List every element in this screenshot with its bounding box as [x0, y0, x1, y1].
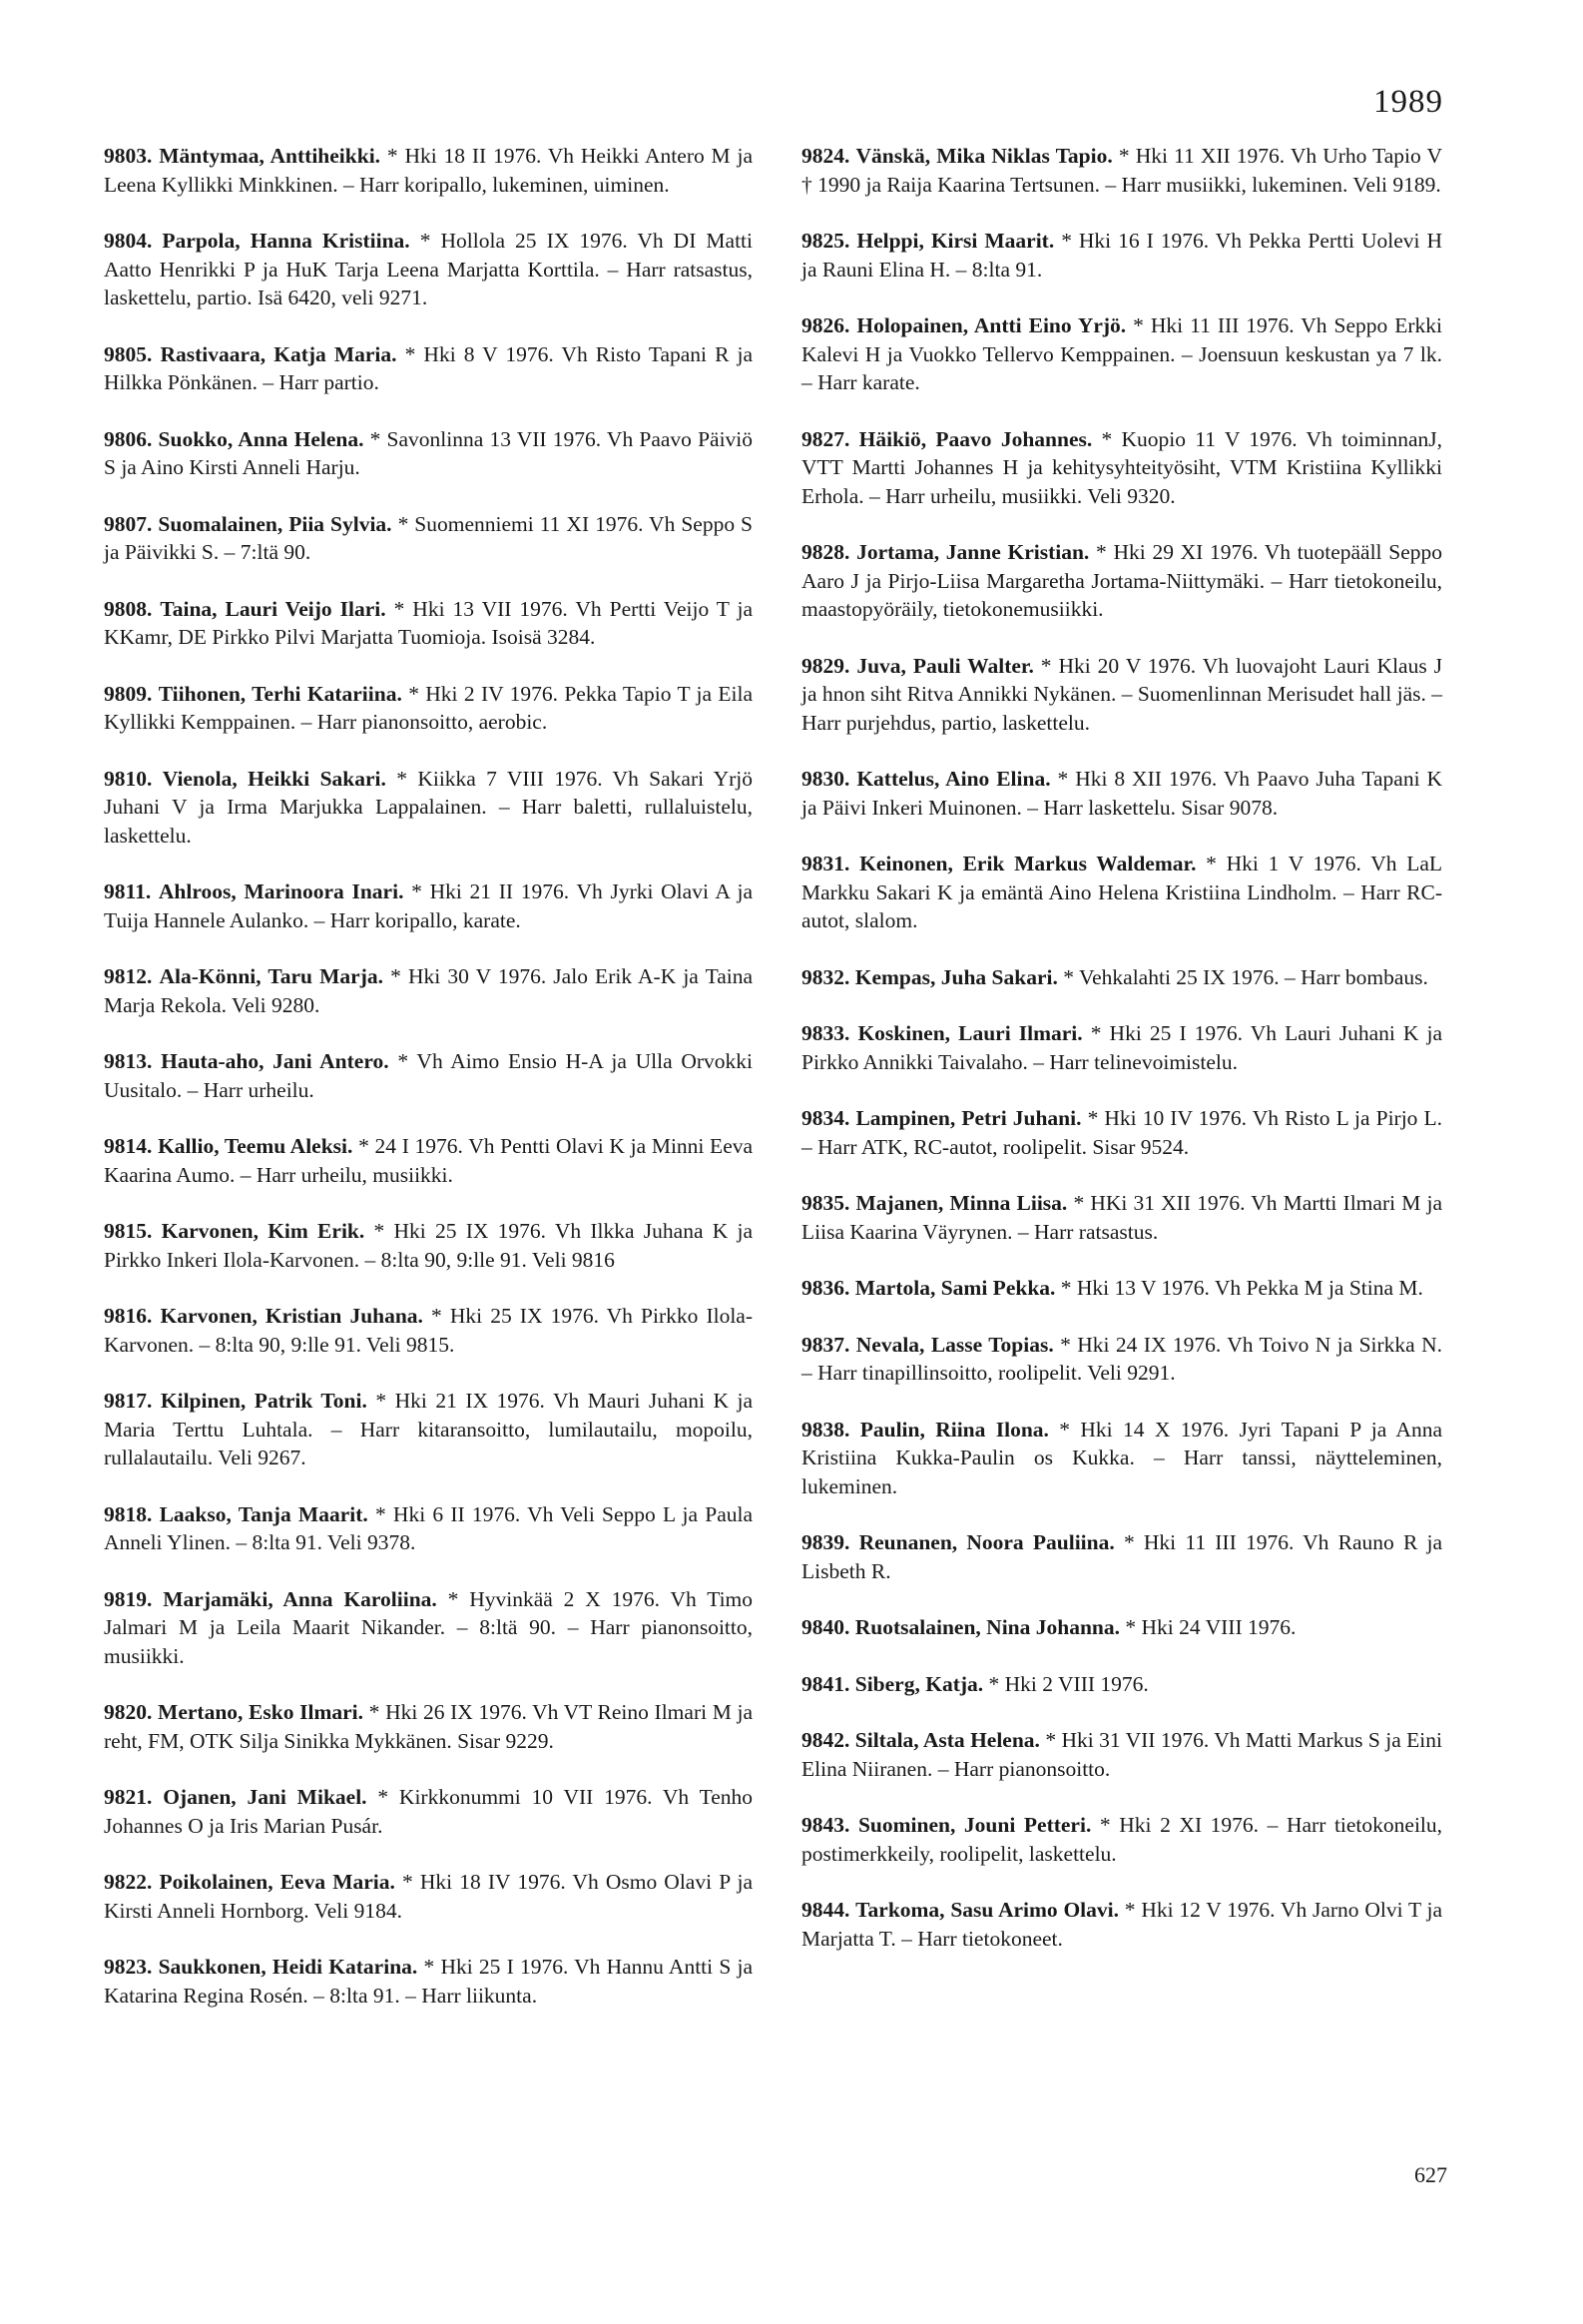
entry-number: 9815. [104, 1219, 153, 1243]
entry-text: * Vehkalahti 25 IX 1976. – Harr bombaus. [1063, 964, 1428, 989]
entry-text: * Hollola 25 IX 1976. Vh DI Matti Aatto Henrikki P ja HuK Tarja Leena Marjatta Korttila. – Harr ratsastus, laskettelu, partio. Isä 6420, veli 9271. [104, 229, 753, 309]
entry-name: Nevala, Lasse Topias. [855, 1332, 1054, 1357]
entry-number: 9823. [104, 1955, 153, 1979]
entry-name: Häikiö, Paavo Johannes. [858, 426, 1093, 451]
entry-name: Saukkonen, Heidi Katarina. [158, 1955, 418, 1979]
entry-name: Jortama, Janne Kristian. [856, 540, 1090, 564]
entry-number: 9814. [104, 1134, 153, 1158]
entry-text: * Hki 21 IX 1976. Vh Mauri Juhani K ja Maria Terttu Luhtala. – Harr kitaransoitto, lumilautailu, mopoilu, rullalautailu. Veli 9267. [104, 1389, 754, 1469]
entry-number: 9829. [801, 653, 850, 678]
entry-name: Mäntymaa, Anttiheikki. [159, 144, 381, 168]
entry-9841 [801, 1670, 1442, 1699]
entry-text: * Hki 25 IX 1976. Vh Ilkka Juhana K ja Pirkko Inkeri Ilola-Karvonen. – 8:lta 90, 9:lle 91. Veli 9816 [104, 1219, 754, 1272]
entry-name: Marjamäki, Anna Karoliina. [163, 1586, 437, 1611]
entry-9836 [801, 1274, 1442, 1303]
entry-9810 [104, 765, 753, 851]
entry-name: Parpola, Hanna Kristiina. [162, 229, 410, 253]
entry-name: Suominen, Jouni Petteri. [857, 1813, 1092, 1837]
entry-text: * Hki 13 VII 1976. Vh Pertti Veijo T ja KKamr, DE Pirkko Pilvi Marjatta Tuomioja. Isoisä 3284. [104, 596, 754, 649]
entry-text: * Hki 2 XI 1976. – Harr tietokoneilu, postimerkkeily, roolipelit, laskettelu. [801, 1813, 1443, 1866]
entry-number: 9817. [104, 1389, 153, 1413]
entry-text: * Hki 16 I 1976. Vh Pekka Pertti Uolevi H ja Rauni Elina H. – 8:lta 91. [801, 229, 1442, 282]
entry-9834 [801, 1104, 1442, 1161]
entry-name: Ruotsalainen, Nina Johanna. [854, 1615, 1120, 1639]
entry-number: 9806. [104, 426, 153, 451]
entry-number: 9819. [104, 1586, 153, 1611]
entry-number: 9826. [801, 313, 850, 337]
entry-9829 [801, 652, 1442, 738]
entry-name: Siltala, Asta Helena. [854, 1728, 1040, 1752]
entry-9804 [104, 227, 753, 312]
entry-text: * Hki 2 VIII 1976. [988, 1671, 1149, 1696]
entry-name: Kattelus, Aino Elina. [856, 767, 1051, 791]
entry-number: 9809. [104, 681, 153, 706]
entry-number: 9834. [801, 1106, 850, 1130]
entry-name: Suomalainen, Piia Sylvia. [158, 511, 392, 536]
entry-name: Keinonen, Erik Markus Waldemar. [859, 852, 1197, 875]
entry-number: 9830. [801, 767, 850, 791]
entry-number: 9841. [801, 1671, 850, 1696]
entry-name: Koskinen, Lauri Ilmari. [857, 1021, 1083, 1045]
entry-name: Taina, Lauri Veijo Ilari. [160, 596, 386, 621]
entry-number: 9843. [801, 1813, 850, 1837]
entry-text: * Hki 10 IV 1976. Vh Risto L ja Pirjo L. – Harr ATK, RC-autot, roolipelit. Sisar 9524. [801, 1106, 1443, 1159]
entry-name: Paulin, Riina Ilona. [859, 1417, 1049, 1442]
entry-number: 9812. [104, 964, 153, 988]
page-year-header: 1989 [1373, 84, 1443, 120]
entry-number: 9831. [801, 852, 850, 875]
entry-9840 [801, 1613, 1442, 1642]
entry-9821 [104, 1783, 753, 1840]
entry-number: 9804. [104, 229, 153, 253]
entry-text: * Hyvinkää 2 X 1976. Vh Timo Jalmari M ja Leila Maarit Nikander. – 8:ltä 90. – Harr pianonsoitto, musiikki. [104, 1586, 754, 1668]
entry-number: 9838. [801, 1417, 850, 1442]
entry-name: Holopainen, Antti Eino Yrjö. [856, 313, 1127, 337]
entry-text: * Hki 24 IX 1976. Vh Toivo N ja Sirkka N. – Harr tinapillinsoitto, roolipelit. Veli 9291. [801, 1332, 1443, 1385]
entry-9814 [104, 1132, 753, 1189]
left-column [104, 142, 753, 2037]
entry-name: Laakso, Tanja Maarit. [159, 1501, 368, 1526]
entry-9843 [801, 1811, 1442, 1868]
entry-number: 9827. [801, 426, 850, 451]
entry-9811 [104, 877, 753, 934]
entry-number: 9836. [801, 1276, 850, 1300]
entry-9815 [104, 1217, 753, 1274]
entry-9822 [104, 1868, 753, 1925]
entry-number: 9818. [104, 1501, 153, 1526]
entry-name: Juva, Pauli Walter. [856, 653, 1034, 678]
entry-9818 [104, 1500, 753, 1557]
entry-9828 [801, 538, 1442, 624]
entry-number: 9835. [801, 1191, 850, 1215]
entry-9817 [104, 1387, 753, 1472]
entry-number: 9813. [104, 1049, 153, 1073]
entry-9842 [801, 1726, 1442, 1783]
entry-text: * Hki 29 XI 1976. Vh tuotepääll Seppo Aaro J ja Pirjo-Liisa Margaretha Jortama-Niittymäki. – Harr tietokoneilu, maastopyöräily, tietokonemusiikki. [801, 540, 1442, 621]
entry-9830 [801, 765, 1442, 822]
entry-text: * Suomenniemi 11 XI 1976. Vh Seppo S ja Päivikki S. – 7:ltä 90. [104, 511, 754, 564]
entry-9812 [104, 962, 753, 1019]
entry-text: * Hki 2 IV 1976. Pekka Tapio T ja Eila Kyllikki Kemppainen. – Harr pianonsoitto, aerobic. [104, 681, 754, 734]
entry-text: * Hki 18 IV 1976. Vh Osmo Olavi P ja Kirsti Anneli Hornborg. Veli 9184. [104, 1870, 753, 1923]
entry-text: * Kirkkonummi 10 VII 1976. Vh Tenho Johannes O ja Iris Marian Pusár. [104, 1785, 754, 1838]
entry-name: Vienola, Heikki Sakari. [162, 766, 386, 791]
entry-9839 [801, 1528, 1442, 1585]
entry-9813 [104, 1047, 753, 1104]
entry-text: * Hki 8 V 1976. Vh Risto Tapani R ja Hilkka Pönkänen. – Harr partio. [104, 341, 754, 394]
entry-number: 9805. [104, 341, 153, 366]
entry-number: 9816. [104, 1304, 153, 1328]
entry-text: * Hki 20 V 1976. Vh luovajoht Lauri Klaus J ja hnon siht Ritva Annikki Nykänen. – Suomenlinnan Merisudet hall jäs. – Harr purjehdus, partio, laskettelu. [801, 653, 1443, 735]
entry-text: * Hki 6 II 1976. Vh Veli Seppo L ja Paula Anneli Ylinen. – 8:lta 91. Veli 9378. [104, 1501, 754, 1554]
entry-text: * HKi 31 XII 1976. Vh Martti Ilmari M ja Liisa Kaarina Väyrynen. – Harr ratsastus. [801, 1191, 1442, 1244]
entry-9808 [104, 595, 753, 652]
entry-text: * Hki 12 V 1976. Vh Jarno Olvi T ja Marjatta T. – Harr tietokoneet. [801, 1898, 1442, 1951]
entry-name: Tiihonen, Terhi Katariina. [158, 681, 402, 706]
entry-name: Martola, Sami Pekka. [854, 1276, 1056, 1300]
entry-name: Helppi, Kirsi Maarit. [856, 229, 1055, 253]
entry-9833 [801, 1019, 1442, 1076]
entry-name: Karvonen, Kim Erik. [161, 1219, 365, 1243]
entry-number: 9811. [104, 879, 152, 903]
entry-name: Mertano, Esko Ilmari. [158, 1700, 364, 1724]
entry-9816 [104, 1302, 753, 1359]
entry-number: 9832. [801, 964, 850, 989]
entry-text: * Hki 25 IX 1976. Vh Pirkko Ilola-Karvonen. – 8:lta 90, 9:lle 91. Veli 9815. [104, 1304, 753, 1357]
entry-name: Reunanen, Noora Pauliina. [858, 1530, 1115, 1554]
entry-9807 [104, 510, 753, 567]
entry-name: Tarkoma, Sasu Arimo Olavi. [855, 1898, 1119, 1922]
entry-name: Lampinen, Petri Juhani. [855, 1106, 1082, 1130]
entry-text: * Hki 8 XII 1976. Vh Paavo Juha Tapani K ja Päivi Inkeri Muinonen. – Harr laskettelu. Sisar 9078. [801, 767, 1443, 820]
right-column [801, 142, 1442, 1981]
entry-name: Karvonen, Kristian Juhana. [160, 1304, 423, 1328]
entry-number: 9821. [104, 1785, 153, 1809]
entry-9832 [801, 963, 1442, 992]
entry-9819 [104, 1585, 753, 1671]
entry-9823 [104, 1953, 753, 2010]
entry-number: 9810. [104, 766, 153, 791]
entry-name: Siberg, Katja. [854, 1671, 984, 1696]
entry-text: * 24 I 1976. Vh Pentti Olavi K ja Minni Eeva Kaarina Aumo. – Harr urheilu, musiikki. [104, 1134, 754, 1187]
entry-text: * Hki 30 V 1976. Jalo Erik A-K ja Taina Marja Rekola. Veli 9280. [104, 964, 754, 1017]
entry-number: 9844. [801, 1898, 850, 1922]
entry-9837 [801, 1331, 1442, 1388]
entry-text: * Hki 11 XII 1976. Vh Urho Tapio V † 1990 ja Raija Kaarina Tertsunen. – Harr musiikki, lukeminen. Veli 9189. [801, 144, 1442, 197]
entry-text: * Savonlinna 13 VII 1976. Vh Paavo Päiviö S ja Aino Kirsti Anneli Harju. [104, 426, 754, 479]
entry-name: Suokko, Anna Helena. [158, 426, 364, 451]
entry-text: * Kuopio 11 V 1976. Vh toiminnanJ, VTT Martti Johannes H ja kehitysyhteityösiht, VTM Kristiina Kyllikki Erhola. – Harr urheilu, musiikki. Veli 9320. [801, 426, 1443, 508]
entry-name: Ala-Könni, Taru Marja. [159, 964, 383, 988]
entry-number: 9822. [104, 1870, 153, 1894]
entry-number: 9824. [801, 144, 850, 168]
entry-text: * Hki 25 I 1976. Vh Hannu Antti S ja Katarina Regina Rosén. – 8:lta 91. – Harr liikunta. [104, 1955, 754, 2008]
entry-name: Vänskä, Mika Niklas Tapio. [855, 144, 1113, 168]
entry-number: 9807. [104, 511, 153, 536]
entry-text: * Hki 24 VIII 1976. [1125, 1615, 1297, 1639]
entry-number: 9803. [104, 144, 153, 168]
entry-9825 [801, 227, 1442, 284]
entry-9826 [801, 311, 1442, 397]
entry-number: 9808. [104, 596, 153, 621]
entry-text: * Hki 13 V 1976. Vh Pekka M ja Stina M. [1060, 1276, 1423, 1300]
entry-text: * Hki 25 I 1976. Vh Lauri Juhani K ja Pirkko Annikki Taivalaho. – Harr telinevoimistelu. [801, 1021, 1443, 1074]
entry-text: * Hki 31 VII 1976. Vh Matti Markus S ja Eini Elina Niiranen. – Harr pianonsoitto. [801, 1728, 1442, 1781]
page-number: 627 [1414, 2162, 1447, 2187]
entry-text: * Hki 11 III 1976. Vh Seppo Erkki Kalevi H ja Vuokko Tellervo Kemppainen. – Joensuun keskustan ya 7 lk. – Harr karate. [801, 313, 1442, 394]
entry-name: Kempas, Juha Sakari. [854, 964, 1058, 989]
entry-name: Ojanen, Jani Mikael. [163, 1785, 367, 1809]
entry-name: Kilpinen, Patrik Toni. [160, 1389, 367, 1413]
entry-name: Hauta-aho, Jani Antero. [161, 1049, 389, 1073]
entry-9835 [801, 1189, 1442, 1246]
entry-9809 [104, 680, 753, 737]
entry-name: Ahlroos, Marinoora Inari. [158, 879, 404, 903]
entry-9805 [104, 340, 753, 397]
entry-number: 9842. [801, 1728, 850, 1752]
entry-name: Majanen, Minna Liisa. [855, 1191, 1068, 1215]
entry-number: 9820. [104, 1700, 153, 1724]
entry-9844 [801, 1896, 1442, 1953]
entry-number: 9839. [801, 1530, 850, 1554]
entry-text: * Hki 21 II 1976. Vh Jyrki Olavi A ja Tuija Hannele Aulanko. – Harr koripallo, karate. [104, 879, 753, 932]
entry-text: * Hki 26 IX 1976. Vh VT Reino Ilmari M ja reht, FM, OTK Silja Sinikka Mykkänen. Sisar 9229. [104, 1700, 754, 1753]
entry-number: 9825. [801, 229, 850, 253]
entry-name: Rastivaara, Katja Maria. [160, 341, 397, 366]
entry-9820 [104, 1698, 753, 1755]
entry-text: * Hki 18 II 1976. Vh Heikki Antero M ja Leena Kyllikki Minkkinen. – Harr koripallo, lukeminen, uiminen. [104, 144, 754, 197]
entry-9806 [104, 425, 753, 482]
entry-text: * Kiikka 7 VIII 1976. Vh Sakari Yrjö Juhani V ja Irma Marjukka Lappalainen. – Harr baletti, rullaluistelu, laskettelu. [104, 766, 754, 848]
entry-number: 9837. [801, 1332, 850, 1357]
entry-text: * Hki 1 V 1976. Vh LaL Markku Sakari K ja emäntä Aino Helena Kristiina Lindholm. – Harr RC-autot, slalom. [801, 852, 1443, 932]
entry-name: Poikolainen, Eeva Maria. [159, 1870, 395, 1894]
entry-text: * Hki 14 X 1976. Jyri Tapani P ja Anna Kristiina Kukka-Paulin os Kukka. – Harr tanssi, näytteleminen, lukeminen. [801, 1417, 1442, 1498]
entry-9838 [801, 1416, 1442, 1501]
entry-number: 9833. [801, 1021, 850, 1045]
entry-text: * Vh Aimo Ensio H-A ja Ulla Orvokki Uusitalo. – Harr urheilu. [104, 1049, 754, 1102]
entry-9824 [801, 142, 1442, 199]
entry-number: 9840. [801, 1615, 850, 1639]
entry-name: Kallio, Teemu Aleksi. [158, 1134, 353, 1158]
entry-9827 [801, 425, 1442, 511]
entry-number: 9828. [801, 540, 850, 564]
entry-9831 [801, 850, 1442, 935]
entry-9803 [104, 142, 753, 199]
entry-text: * Hki 11 III 1976. Vh Rauno R ja Lisbeth R. [801, 1530, 1443, 1583]
